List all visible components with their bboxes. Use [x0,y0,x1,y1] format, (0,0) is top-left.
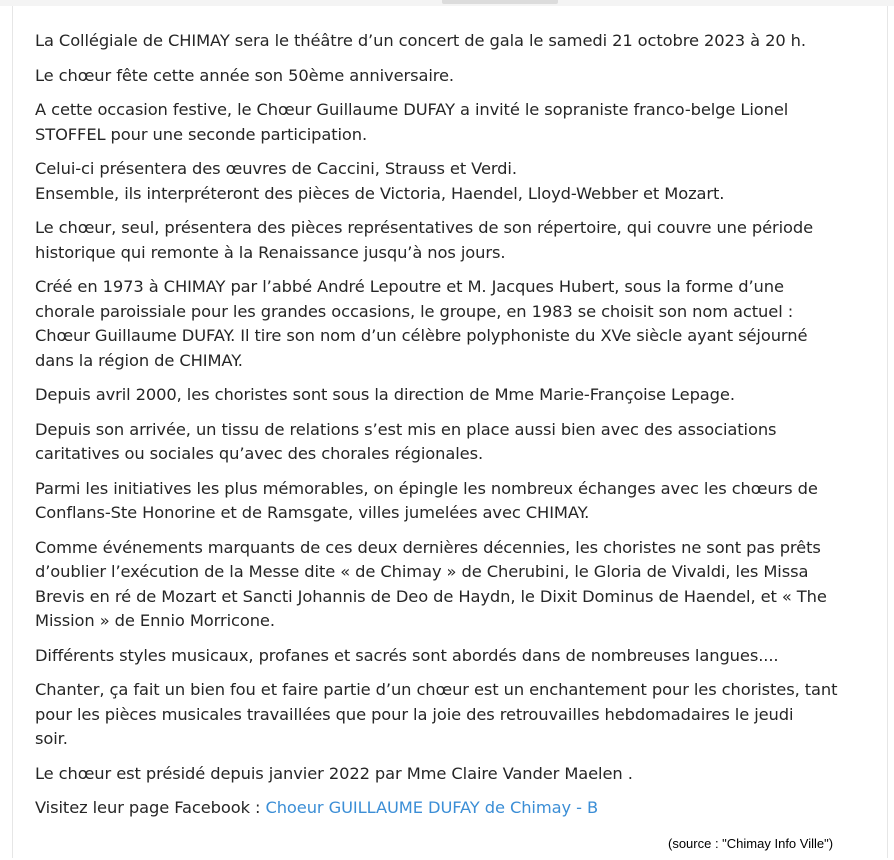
paragraph-line: Comme événements marquants de ces deux dernières décennies, les choristes ne sont pas prêts [35,537,821,557]
paragraph [35,64,855,89]
paragraph-line: historique qui remonte à la Renaissance jusqu’à nos jours. [35,242,506,262]
paragraph-list [35,29,855,786]
paragraph-line: Chanter, ça fait un bien fou et faire partie d’un chœur est un enchantement pour les choristes, tant [35,680,838,699]
paragraph-line: Le chœur est présidé depuis janvier 2022 par Mme Claire Vander Maelen . [35,763,633,783]
paragraph-line: A cette occasion festive, le Chœur Guillaume DUFAY a invité le sopraniste franco-belge Lionel [35,100,789,119]
paragraph-line: Mission » de Ennio Morricone. [35,611,275,630]
facebook-link[interactable]: Choeur GUILLAUME DUFAY de Chimay - B [265,798,599,817]
paragraph [35,98,855,147]
paragraph-line: Différents styles musicaux, profanes et sacrés sont abordés dans de nombreuses langues.... [35,645,779,665]
paragraph [35,418,855,467]
paragraph-line: chorale paroissiale pour les grandes occasions, le groupe, en 1983 se choisit son nom actuel : [35,301,794,321]
paragraph [35,678,855,752]
paragraph-line: Depuis avril 2000, les choristes sont sous la direction de Mme Marie-Françoise Lepage. [35,385,735,404]
paragraph [35,275,855,373]
top-tab [442,0,558,4]
facebook-line [35,796,855,821]
paragraph-line: d’oublier l’exécution de la Messe dite « de Chimay » de Cherubini, le Gloria de Vivaldi, les Missa [35,562,809,581]
paragraph [35,477,855,526]
paragraph-line: Depuis son arrivée, un tissu de relations s’est mis en place aussi bien avec des associations [35,419,777,439]
source-note: (source : "Chimay Info Ville") [668,836,834,851]
paragraph-line: Brevis en ré de Mozart et Sancti Johannis de Deo de Haydn, le Dixit Dominus de Haendel, et « The [35,586,827,606]
paragraph [35,157,855,206]
paragraph-line: dans la région de CHIMAY. [35,350,243,370]
paragraph-line: Celui-ci présentera des œuvres de Caccini, Strauss et Verdi. [35,159,517,178]
paragraph [35,644,855,669]
paragraph-line: Le chœur fête cette année son 50ème anniversaire. [35,65,454,85]
paragraph [35,762,855,787]
paragraph-line: La Collégiale de CHIMAY sera le théâtre d’un concert de gala le samedi 21 octobre 2023 à 20 h. [35,31,806,50]
article-body [35,29,855,831]
paragraph-line: Conflans-Ste Honorine et de Ramsgate, villes jumelées avec CHIMAY. [35,503,590,522]
paragraph-line: Ensemble, ils interpréteront des pièces de Victoria, Haendel, Lloyd-Webber et Mozart. [35,183,725,203]
paragraph [35,536,855,634]
paragraph-line: STOFFEL pour une seconde participation. [35,124,368,144]
paragraph-line: caritatives ou sociales qu’avec des chorales régionales. [35,444,484,463]
paragraph [35,216,855,265]
paragraph-line: Parmi les initiatives les plus mémorables, on épingle les nombreux échanges avec les chœurs de [35,478,818,498]
paragraph-line: soir. [35,729,68,748]
paragraph-line: Le chœur, seul, présentera des pièces représentatives de son répertoire, qui couvre une période [35,218,814,237]
facebook-prefix: Visitez leur page Facebook : [35,798,266,817]
paragraph-line: pour les pièces musicales travaillées que pour la joie des retrouvailles hebdomadaires le jeudi [35,704,794,724]
paragraph-line: Chœur Guillaume DUFAY. Il tire son nom d’un célèbre polyphoniste du XVe siècle ayant séjourné [35,326,808,345]
paragraph-line: Créé en 1973 à CHIMAY par l’abbé André Lepoutre et M. Jacques Hubert, sous la forme d’une [35,277,784,296]
paragraph [35,383,855,408]
paragraph [35,29,855,54]
